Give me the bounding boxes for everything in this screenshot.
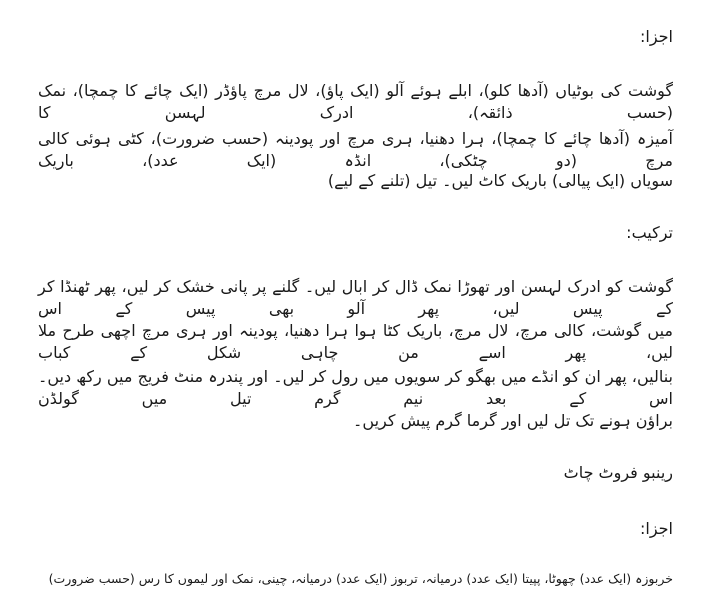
- method-line-4: براؤن ہونے تک تل لیں اور گرما گرم پیش کریں۔: [353, 411, 673, 430]
- ingredients-heading-2: اجزا:: [640, 519, 673, 538]
- ingredients2-line-1: خربوزہ (ایک عدد) چھوٹا، پپیتا (ایک عدد) درمیانہ، تربوز (ایک عدد) درمیانہ، چینی، نمک اور لیموں کا رس (حسب ضرورت): [48, 571, 673, 586]
- method-line-3: بنالیں، پھر ان کو انڈے میں بھگو کر سویوں میں رول کر لیں۔ اور پندرہ منٹ فریج میں رکھ دیں۔ اس کے بعد نیم گرم تیل میں گولڈن: [38, 367, 673, 408]
- ingredients-line-2: آمیزہ (آدھا چائے کا چمچا)، ہرا دھنیا، ہری مرچ اور پودینہ (حسب ضرورت)، کٹی ہوئی کالی مرچ (دو چٹکی)، انڈہ (ایک عدد)، باریک: [38, 129, 673, 170]
- ingredients-line-1: گوشت کی بوٹیاں (آدھا کلو)، ابلے ہوئے آلو (ایک پاؤ)، لال مرچ پاؤڈر (ایک چائے کا چمچا)، نمک (حسب ذائقہ)، ادرک لہسن کا: [38, 81, 673, 122]
- method-heading: ترکیب:: [626, 223, 673, 242]
- recipe-title: رینبو فروٹ چاٹ: [563, 463, 673, 482]
- ingredients-heading: اجزا:: [640, 27, 673, 46]
- ingredients-line-3: سویاں (ایک پیالی) باریک کاٹ لیں۔ تیل (تلنے کے لیے): [327, 171, 673, 190]
- method-line-1: گوشت کو ادرک لہسن اور تھوڑا نمک ڈال کر ابال لیں۔ گلنے پر پانی خشک کر لیں، پھر ٹھنڈا کر کے پیس لیں، پھر آلو بھی پیس کے اس: [38, 277, 673, 318]
- method-line-2: میں گوشت، کالی مرچ، لال مرچ، باریک کٹا ہوا ہرا دھنیا، پودینہ اور ہری مرچ اچھی طرح ملا لیں، پھر اسے من چاہی شکل کے کباب: [38, 321, 673, 362]
